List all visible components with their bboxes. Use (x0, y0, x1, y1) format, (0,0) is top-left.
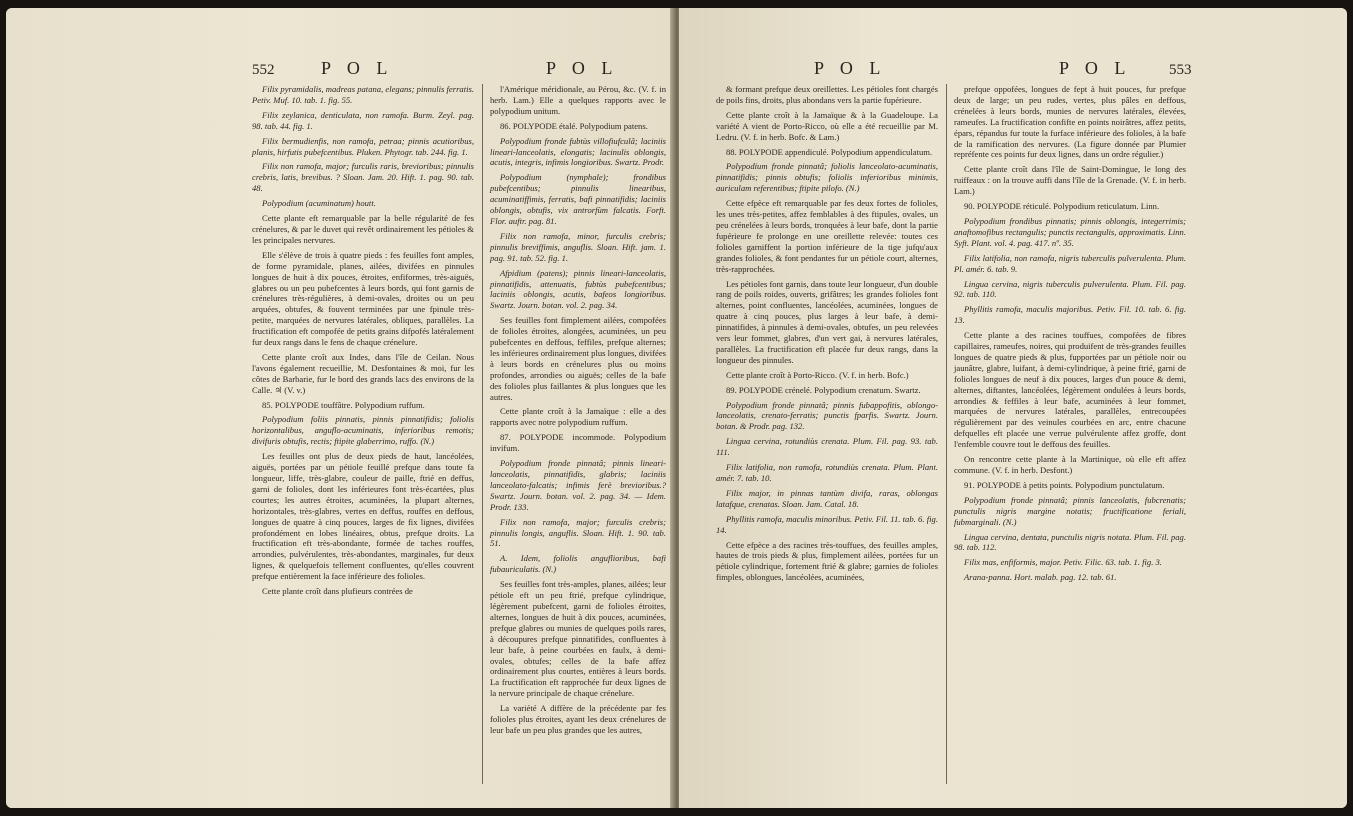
text-paragraph: Ses feuilles font très-amples, planes, ailées; leur pétiole eft un peu ftrié, prefque cylindrique, légèrement pubefcent, garni de folioles étroites, alternes, longues de huit à dix pouces, acuminées, prefque glabres ou munies de quelques poils rares, à découpures prefque pinnatifides, confluentes à leur bafe, à peine courbées en faulx, à demi-ovales, obtufes; celles de la bafe affez ordinairement plus courtes, entières à leurs bords. La fructification eft rapprochée fur deux lignes de la nervure principale de chaque crénelure. (490, 579, 666, 699)
text-paragraph: & formant prefque deux oreillettes. Les pétioles font chargés de poils fins, droits, plus abondans vers la partie fupérieure. (716, 84, 938, 105)
right-running-head (679, 56, 1347, 80)
text-paragraph: Cette efpèce a des racines très-touffues, des feuilles amples, hautes de trois pieds & plus, fimplement ailées, portées fur un pétiole cylindrique, fortement ftrié & glabre; garnies de folioles fimples, oblongues, lancéolées, acuminées, (716, 539, 938, 583)
citation-paragraph: Filix latifolia, non ramofa, rotundiùs crenata. Plum. Plant. amér. 7. tab. 10. (716, 462, 938, 483)
citation-paragraph: Filix major, in pinnas tantùm divifa, raras, oblongas latafque, crenatas. Sloan. Jam. Catal. 18. (716, 487, 938, 509)
right-page-column-2 (954, 84, 1186, 587)
citation-paragraph: Filix mas, enfiformis, major. Petiv. Filic. 63. tab. 1. fig. 3. (964, 557, 1162, 568)
text-paragraph: On rencontre cette plante à la Martinique, où elle eft affez commune. (V. f. in herb. Desfont.) (954, 454, 1186, 475)
text-paragraph: l'Amérique méridionale, au Pérou, &c. (V. f. in herb. Lam.) Elle a quelques rapports avec le polypodium unitum. (490, 84, 666, 116)
headword-left-col2: P O L (546, 58, 619, 78)
entry-heading: 90. POLYPODE réticulé. Polypodium reticulatum. Linn. (964, 201, 1160, 212)
left-page (6, 8, 674, 808)
citation-paragraph: Polypodium fronde pinnatâ; foliolis lanceolato-acuminatis, pinnatifidis; pinnis obtufis; foliolis inferioribus minimis, auriculam referentibus; ftipite pilofo. (N.) (716, 161, 938, 194)
citation-paragraph: Polypodium fronde fubtùs villofiufculâ; laciniis lineari-lanceolatis, elongatis; lacinulis oblongis, acutis, integris, infimis longioribus. Swartz. Prodr. (490, 135, 666, 168)
text-paragraph: Cette plante croît à Porto-Ricco. (V. f. in herb. Bofc.) (726, 369, 909, 380)
right-page (679, 8, 1347, 808)
headword-right-col2: P O L (1059, 58, 1132, 78)
text-paragraph: Cette plante a des racines touffues, compofées de fibres capillaires, rameufes, noires, qui produifent de très-grandes feuilles longues de quatre pieds & plus, fupportées par un pétiole noir ou jaunâtre, glabre, luifant, à demi-cylindrique, à peine ftrié, garni de folioles longues de neuf à dix pouces, larges d'un pouce & demi, alternes, diftantes, lancéolées, légèrement ondulées à leurs bords, arrondies & feffiles à leur bafe, acuminées à leur fommet, marquées de nervures latérales, parallèles, entrecoupées régulièrement par des veinules courbées en arc, entre chacune defquelles eft placée une verrue pulvérulente affez groffe, dont l'enfemble couvre tout le deffous des feuilles. (954, 330, 1186, 450)
citation-paragraph: Filix zeylanica, denticulata, non ramofa. Burm. Zeyl. pag. 98. tab. 44. fig. 1. (252, 109, 474, 131)
text-paragraph: Les pétioles font garnis, dans toute leur longueur, d'un double rang de poils roides, ouverts, grifâtres; les grandes folioles font alternes, point confluentes, lancéolées, acuminées, longues de quatre à cinq pouces, plus larges à leur bafe, à demi-pinnatifides, à pinnules à demi-ovales, obtufes, un peu relevées vers leur fommet, glabres, d'un vert gai, à nervures latérales, parallèles. La fructification eft placée fur deux rangs, dans la longueur des pinnules. (716, 278, 938, 365)
left-page-column-1 (252, 84, 474, 601)
entry-heading: 89. POLYPODE crénelé. Polypodium crenatum. Swartz. (726, 384, 921, 395)
text-paragraph: prefque oppofées, longues de fept à huit pouces, fur prefque deux de large; un peu rudes, vertes, plus pâles en deffous, crénelées à leurs bords, munies de nervures latérales, élevées, rameufes. La fructification confifte en points noirâtres, affez petits, épars, répandus fur toute la furface inférieure des folioles, à la bafe de la ramification des nervures. (La figure donnée par Plumier repréfente ces points fur deux lignes, dans un ordre régulier.) (954, 84, 1186, 160)
page-number-left: 552 (252, 62, 275, 78)
citation-paragraph: Polypodium foliis pinnatis, pinnis pinnatifidis; foliolis horizontalibus, anguflo-acuminatis, inferioribus remotis; divifuris obtufis, rectis; ftipite glaberrimo, ruffo. (N.) (252, 414, 474, 447)
left-running-head (6, 56, 674, 80)
citation-paragraph: Filix bermudienfis, non ramofa, petraa; pinnis acutioribus, planis, hirfutis pubefcentibus. Pluken. Phytogr. tab. 244. fig. 1. (252, 135, 474, 157)
citation-paragraph: Filix non ramofa, major; furculis raris, brevioribus; pinnulis crebris, latis, brevibus. ? Sloan. Jam. 20. Hift. 1. pag. 90. tab. 48. (252, 161, 474, 194)
right-page-column-1 (716, 84, 938, 587)
citation-paragraph: Lingua cervina, dentata, punctulis nigris notata. Plum. Fil. pag. 98. tab. 112. (954, 531, 1186, 553)
text-paragraph: Cette plante eft remarquable par la belle régularité de fes crénelures, & par le duvet qui revêt ordinairement les pétioles & les principales nervures. (252, 213, 474, 245)
column-rule-left (482, 84, 483, 784)
text-paragraph: Ses feuilles font fimplement ailées, compofées de folioles étroites, alongées, acuminées, un peu pubefcentes en deffous, feffiles, prefque alternes; les inférieures ordinairement plus longues, divifées à leurs bords en crénelures plus ou moins profondes, arrondies ou aiguës; celles de la bafe des folioles plus faillantes & plus longues que les autres. (490, 315, 666, 402)
citation-paragraph: Filix non ramofa, major; furculis crebris; pinnulis longis, anguflis. Sloan. Hift. 1. 90. tab. 51. (490, 516, 666, 549)
headword-left-col1: P O L (321, 58, 394, 78)
entry-heading: 87. POLYPODE incommode. Polypodium invifum. (490, 432, 666, 454)
text-paragraph: Cette plante croît dans plufieurs contrées de (262, 586, 413, 597)
column-rule-right (946, 84, 947, 784)
entry-heading: 85. POLYPODE touffâtre. Polypodium ruffum. (262, 399, 425, 410)
citation-paragraph: Polypodium (nymphale); frondibus pubefcentibus; pinnulis linearibus, acuminatiffimis, ferratis, bafi pinnatifidis; laciniis oblongis, obtufis, vix antrorfùm falcatis. Forft. Flor. auftr. pag. 81. (490, 172, 666, 226)
text-paragraph: Cette plante croît aux Indes, dans l'île de Ceilan. Nous l'avons également recueillie, M. Desfontaines & moi, fur les côtes de Barbarie, fur le bord des grands lacs des environs de la Calle. ♃ (V. v.) (252, 351, 474, 395)
text-paragraph: Cette plante croît à la Jamaïque : elle a des rapports avec notre polypodium ruffum. (490, 406, 666, 428)
text-paragraph: Elle s'élève de trois à quatre pieds : fes feuilles font amples, de forme pyramidale, planes, ailées, divifées en pinnules longues de huit à dix pouces, étroites, enfiformes, très-aiguës, glabres ou un peu pubefcentes à leurs bords, qui font garnis de crénelures très-régulières, à demi-ovales, droites ou un peu arquées, obtufes, & fouvent terminées par une fpinule très-petite, marquées de nervures latérales, obliques, parallèles. La fructification eft compofée de petits grains difpofés latéralement fur deux rangs dans le fens de chaque crénelure. (252, 249, 474, 348)
citation-paragraph: Polypodium fronde pinnatâ; pinnis fubappofitis, oblongo-lanceolatis, crenato-ferratis; punctis fparfis. Swartz. Journ. botan. & Prodr. pag. 132. (716, 399, 938, 432)
citation-paragraph: Polypodium fronde pinnatâ; pinnis lineari-lanceolatis, pinnatifidis, glabris; laciniis lanceolato-falcatis; infimis ferè brevioribus.? Swartz. Journ. botan. vol. 2. pag. 34. — Idem. Prodr. 133. (490, 458, 666, 512)
left-page-column-2 (490, 84, 666, 740)
text-paragraph: Les feuilles ont plus de deux pieds de haut, lancéolées, aiguës, portées par un pétiole feuillé prefque dans toute fa longueur, liffe, très-glabre, couleur de paille, ftrié en deffus, garni de folioles, dont les inférieures font très-écartées, plus courtes; les autres étroites, acuminées, la plupart alternes, horizontales, très-glabres, vertes en deffus, rouffes en deffous, longues de quatre à cinq pouces, larges de fix lignes, divifées profondément en lobes linéaires, obtus, prefque droits. La fructification eft très-abondante, formée de taches rouffes, arrondies, pulvérulentes, très-abondantes, marginales, fur deux lignes, & quelquefois tellement confluentes, qu'elles couvrent prefque entièrement la face inférieure des folioles. (252, 451, 474, 582)
text-paragraph: Cette plante croît dans l'île de Saint-Domingue, le long des ruiffeaux : on la trouve auffi dans l'île de la Grenade. (V. f. in herb. Lam.) (954, 164, 1186, 197)
citation-paragraph: Phyllitis ramofa, maculis minoribus. Petiv. Fil. 11. tab. 6. fig. 14. (716, 513, 938, 535)
page-number-right: 553 (1169, 62, 1192, 78)
citation-paragraph: Arana-panna. Hort. malab. pag. 12. tab. 61. (964, 572, 1117, 583)
citation-paragraph: Polypodium frondibus pinnatis; pinnis oblongis, integerrimis; anaftomofibus rectangulis; punctis rectangulis, approximatis. Linn. Syft. Plant. vol. 4. pag. 417. nº. 35. (954, 215, 1186, 248)
citation-paragraph: Filix latifolia, non ramofa, nigris tuberculis pulverulenta. Plum. Pl. amér. 6. tab. 9. (954, 252, 1186, 274)
entry-heading: 88. POLYPODE appendiculé. Polypodium appendiculatum. (726, 146, 933, 157)
citation-paragraph: Filix non ramofa, minor, furculis crebris; pinnulis breviffimis, anguflis. Sloan. Hift. jam. 1. pag. 91. tab. 52. fig. 1. (490, 230, 666, 263)
citation-paragraph: A. Idem, foliolis anguflioribus, bafi fubauriculatis. (N.) (490, 553, 666, 575)
headword-right-col1: P O L (814, 58, 887, 78)
citation-paragraph: Afpidium (patens); pinnis lineari-lanceolatis, pinnatifidis, attenuatis, fubtùs pubefcentibus; laciniis oblongis, acutis, bafeos longioribus. Swartz. Journ. botan. vol. 2. pag. 34. (490, 267, 666, 311)
entry-heading: 86. POLYPODE étalé. Polypodium patens. (500, 120, 648, 131)
citation-paragraph: Polypodium (acuminatum) houtt. (262, 198, 376, 209)
text-paragraph: Cette plante croît à la Jamaïque & à la Guadeloupe. La variété A vient de Porto-Ricco, où elle a été recueillie par M. Ledru. (V. f. in herb. Bofc. & Lam.) (716, 109, 938, 142)
citation-paragraph: Polypodium fronde pinnatâ; pinnis lanceolatis, fubcrenatis; punctulis nigris margine notatis; fructificatione feriali, fubmarginali. (N.) (954, 494, 1186, 527)
citation-paragraph: Filix pyramidalis, madreas patana, elegans; pinnulis ferratis. Petiv. Muf. 10. tab. 1. fig. 55. (252, 84, 474, 105)
citation-paragraph: Lingua cervina, nigris tuberculis pulverulenta. Plum. Fil. pag. 92. tab. 110. (954, 278, 1186, 300)
text-paragraph: Cette efpèce eft remarquable par fes deux fortes de folioles, les unes très-petites, affez femblables à des ftipules, ovales, un peu crénelées à leurs bords, tronquées à leur bafe, dont la partie fupérieure fe prolonge en une oreillette relevée: toutes ces folioles garniffent la portion inférieure de la tige jufqu'aux grandes folioles, & font pendantes fur un pétiole court, alternes, très-rapprochées. (716, 198, 938, 274)
open-book (6, 8, 1347, 808)
text-paragraph: La variété A diffère de la précédente par fes folioles plus étroites, ayant les deux crénelures de leur bafe un peu plus grandes que les autres, (490, 703, 666, 735)
citation-paragraph: Lingua cervina, rotundiùs crenata. Plum. Fil. pag. 93. tab. 111. (716, 436, 938, 458)
entry-heading: 91. POLYPODE à petits points. Polypodium punctulatum. (964, 479, 1165, 490)
citation-paragraph: Phyllitis ramofa, maculis majoribus. Petiv. Fil. 10. tab. 6. fig. 13. (954, 304, 1186, 326)
